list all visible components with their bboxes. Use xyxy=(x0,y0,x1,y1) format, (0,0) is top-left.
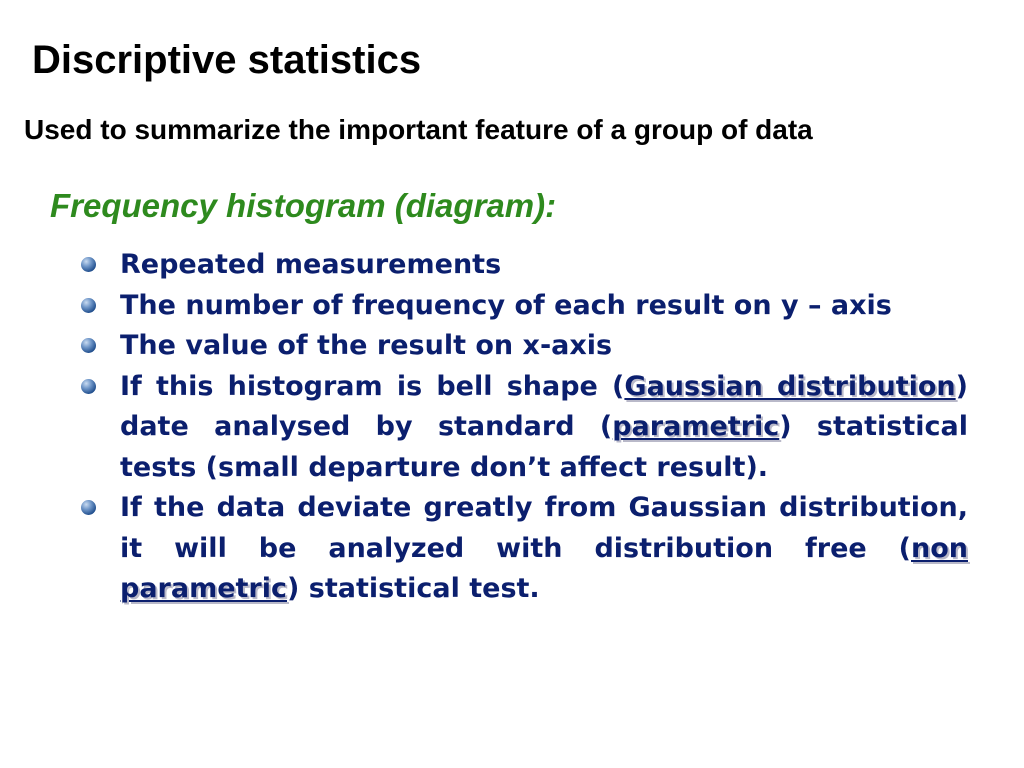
bullet-text: The value of the result on x-axis xyxy=(120,330,613,361)
bullet-item xyxy=(76,245,968,286)
parametric-link[interactable]: parametric xyxy=(612,411,780,442)
gaussian-distribution-link[interactable]: Gaussian distribution xyxy=(624,370,956,402)
sphere-bullet-icon xyxy=(81,298,96,313)
sphere-bullet-icon xyxy=(81,500,96,515)
sphere-bullet-icon xyxy=(81,338,96,353)
bullet-item xyxy=(76,367,968,489)
non-parametric-link[interactable]: non parametric xyxy=(120,532,968,604)
bullet-text: The number of frequency of each result on y – axis xyxy=(120,289,892,321)
bullet-text: Repeated measurements xyxy=(120,249,502,280)
slide-subtitle: Used to summarize the important feature of a group of data xyxy=(24,114,813,145)
bullet-item xyxy=(76,488,968,610)
bullet-list xyxy=(76,245,968,610)
bullet-item xyxy=(76,326,968,367)
sphere-bullet-icon xyxy=(81,379,96,394)
bullet-text: If the data deviate greatly from Gaussian distribution, it will be analyzed with distribution free ( xyxy=(120,492,968,564)
bullet-text: If this histogram is bell shape ( xyxy=(120,370,625,402)
section-heading: Frequency histogram (diagram): xyxy=(50,187,557,224)
bullet-text: ) date analysed by standard ( xyxy=(120,370,968,442)
bullet-item xyxy=(76,286,968,327)
slide-title: Discriptive statistics xyxy=(32,38,422,82)
bullet-text: ) statistical tests (small departure don’t affect result). xyxy=(120,411,969,483)
bullet-text: ) statistical test. xyxy=(287,573,540,604)
sphere-bullet-icon xyxy=(81,257,96,272)
